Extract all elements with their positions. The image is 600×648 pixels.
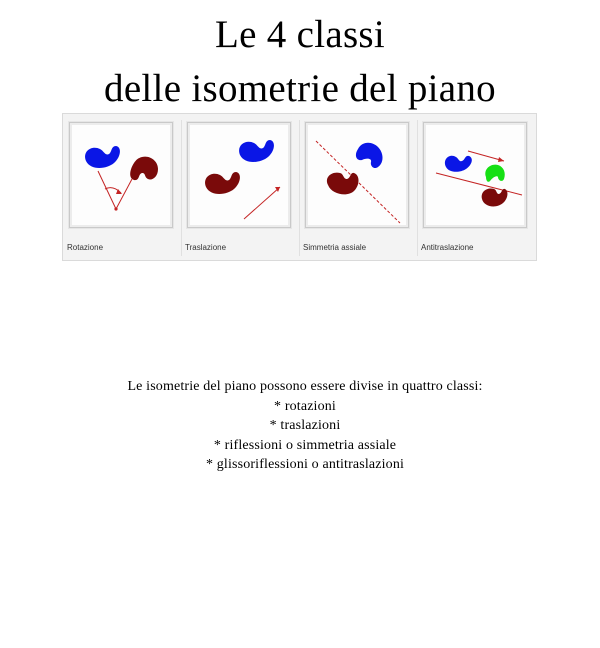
panel-rotation-frame (69, 122, 173, 228)
dark-red-shape (130, 157, 158, 180)
blue-shape (445, 156, 472, 172)
panel-separator (299, 120, 300, 256)
axial-symmetry-illustration-icon (310, 127, 406, 225)
rotation-center (114, 207, 117, 210)
translation-illustration-icon (192, 127, 288, 225)
panel-separator (181, 120, 182, 256)
panel-axial-symmetry-frame (305, 122, 409, 228)
list-item: * riflessioni o simmetria assiale (213, 437, 397, 453)
isometry-classes-figure (62, 113, 537, 261)
panel-glide-reflection (419, 118, 531, 258)
translation-vector (244, 187, 280, 219)
panel-axial-symmetry-caption: Simmetria assiale (303, 243, 367, 252)
rotation-illustration-icon (74, 127, 170, 225)
list-item: * traslazioni (269, 418, 341, 433)
panel-glide-reflection-caption: Antitraslazione (421, 243, 474, 252)
title-line-2: delle isometrie del piano (104, 67, 496, 110)
blue-shape (356, 143, 383, 168)
panel-glide-reflection-frame (423, 122, 527, 228)
page-title (0, 8, 600, 116)
panel-axial-symmetry (301, 118, 413, 258)
list-item: * rotazioni (274, 398, 336, 414)
panel-rotation (65, 118, 177, 258)
list-item: * glissoriflessioni o antitraslazioni (205, 457, 405, 472)
dark-red-shape (482, 188, 508, 206)
rotation-guide-lines (98, 171, 132, 209)
dark-red-shape (327, 173, 359, 195)
panel-rotation-caption: Rotazione (67, 243, 104, 252)
panel-translation (183, 118, 295, 258)
panel-separator (417, 120, 418, 256)
panel-translation-caption: Traslazione (185, 243, 227, 252)
panel-translation-frame (187, 122, 291, 228)
green-shape (485, 165, 504, 182)
body-paragraph (0, 377, 600, 475)
glide-axis (436, 173, 522, 195)
glide-reflection-illustration-icon (428, 127, 524, 225)
blue-shape (239, 140, 274, 162)
intro-text: Le isometrie del piano possono essere divise in quattro classi: (127, 379, 483, 394)
blue-shape (85, 146, 120, 168)
dark-red-shape (205, 172, 240, 194)
title-line-1: Le 4 classi (214, 13, 386, 56)
